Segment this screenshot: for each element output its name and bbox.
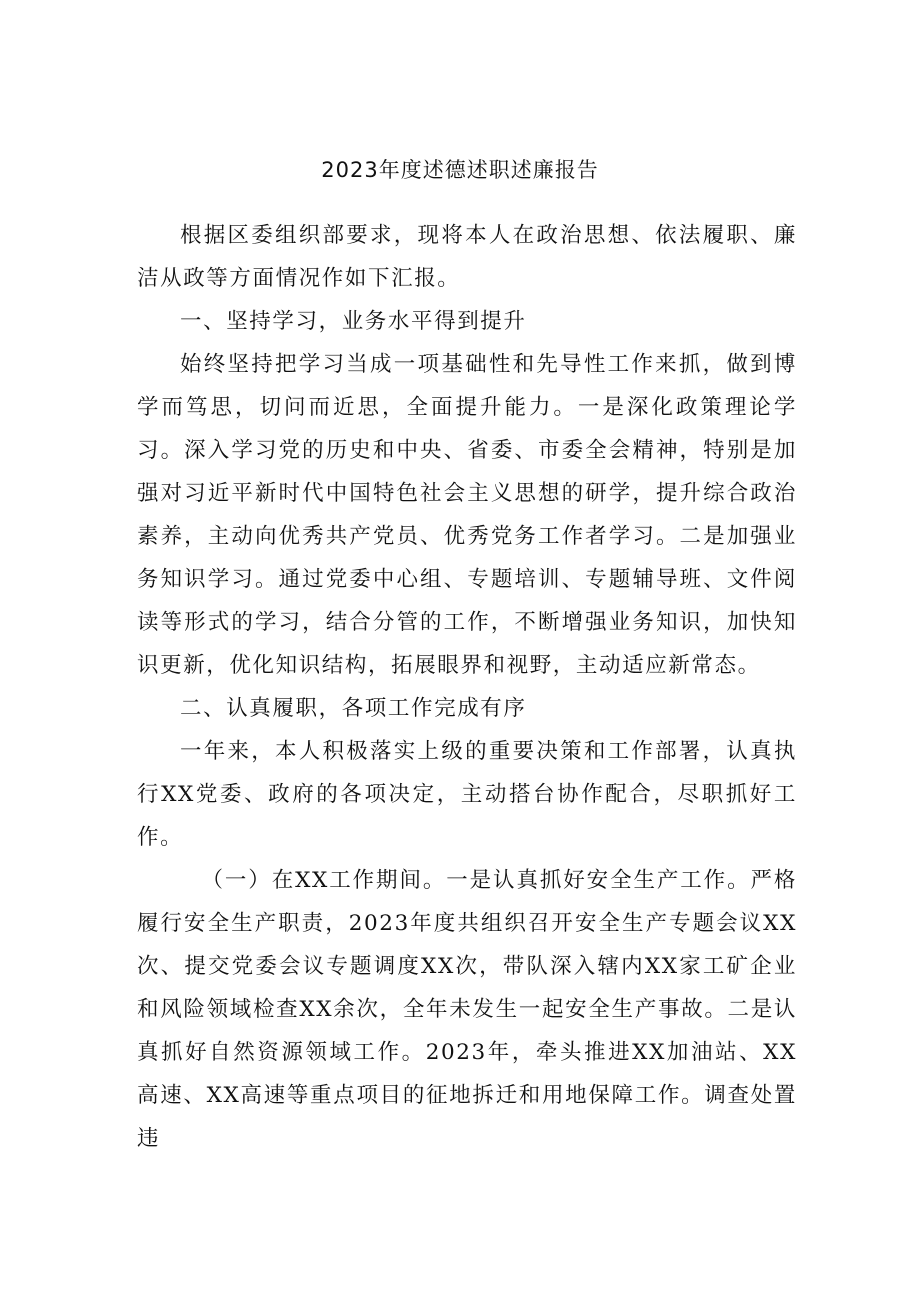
- intro-paragraph: 根据区委组织部要求，现将本人在政治思想、依法履职、廉洁从政等方面情况作如下汇报。: [137, 223, 797, 291]
- study-paragraph: 始终坚持把学习当成一项基础性和先导性工作来抓，做到博学而笃思，切问而近思，全面提升能力。一是深化政策理论学习。深入学习党的历史和中央、省委、市委全会精神，特别是加强对习近平新时代中国特色社会主义思想的研学，提升综合政治素养，主动向优秀共产党员、优秀党务工作者学习。二是加强业务知识学习。通过党委中心组、专题培训、专题辅导班、文件阅读等形式的学习，结合分管的工作，不断增强业务知识，加快知识更新，优化知识结构，拓展眼界和视野，主动适应新常态。: [137, 352, 797, 678]
- duty-paragraph: 一年来，本人积极落实上级的重要决策和工作部署，认真执行XX党委、政府的各项决定，主动搭台协作配合，尽职抓好工作。: [137, 739, 797, 850]
- document-title: 2023年度述德述职述廉报告: [321, 158, 599, 182]
- section-heading-2: 二、认真履职，各项工作完成有序: [180, 696, 527, 721]
- work-period-paragraph: （一）在XX工作期间。一是认真抓好安全生产工作。严格履行安全生产职责，2023年度共组织召开安全生产专题会议XX次、提交党委会议专题调度XX次，带队深入辖内XX家工矿企业和风险领域检查XX余次，全年未发生一起安全生产事故。二是认真抓好自然资源领域工作。2023年，牵头推进XX加油站、XX高速、XX高速等重点项目的征地拆迁和用地保障工作。调查处置违: [137, 868, 797, 1151]
- section-heading-1: 一、坚持学习，业务水平得到提升: [180, 309, 527, 334]
- document-body: [137, 214, 797, 1160]
